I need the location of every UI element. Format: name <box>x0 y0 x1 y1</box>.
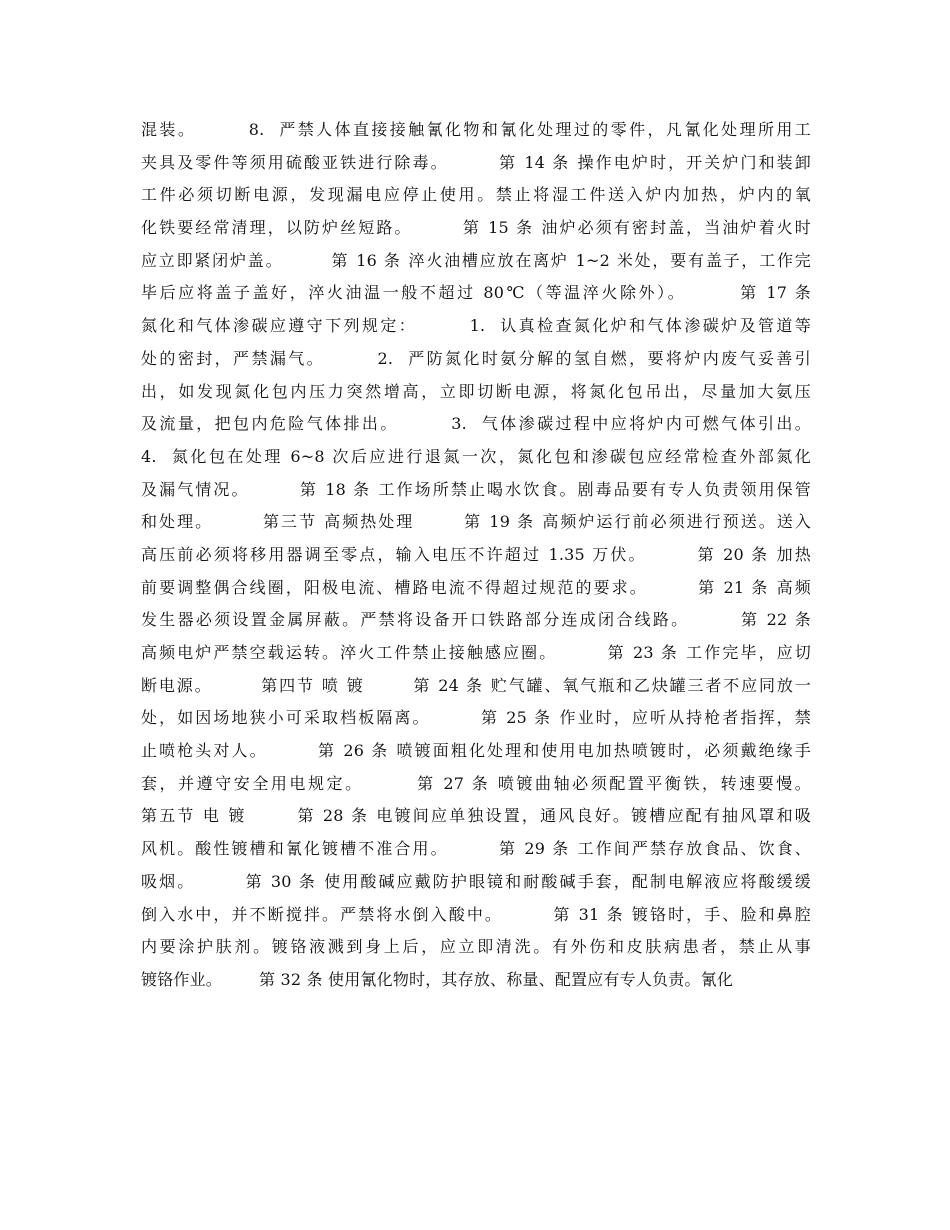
text-line: 风机。酸性镀槽和氰化镀槽不准合用。 第 29 条 工作间严禁存放食品、饮食、 <box>141 839 811 859</box>
text-line: 氮化和气体渗碳应遵守下列规定： 1. 认真检查氮化炉和气体渗碳炉及管道等 <box>141 316 811 336</box>
text-line: 混装。 8. 严禁人体直接接触氰化物和氰化处理过的零件，凡氰化处理所用工 <box>141 120 811 139</box>
text-line: 断电源。 第四节 喷 镀 第 24 条 贮气罐、氧气瓶和乙炔罐三者不应同放一 <box>141 675 811 695</box>
text-line: 出，如发现氮化包内压力突然增高，立即切断电源，将氮化包吊出，尽量加大氨压 <box>141 381 811 401</box>
text-line: 工件必须切断电源，发现漏电应停止使用。禁止将湿工件送入炉内加热，炉内的氧 <box>141 185 811 205</box>
text-line: 高压前必须将移用器调至零点，输入电压不许超过 1.35 万伏。 第 20 条 加热 <box>141 544 811 564</box>
text-line: 处，如因场地狭小可采取档板隔离。 第 25 条 作业时，应听从持枪者指挥，禁 <box>141 708 811 728</box>
text-line: 处的密封，严禁漏气。 2. 严防氮化时氨分解的氢自燃，要将炉内废气妥善引 <box>141 348 811 368</box>
text-line: 及流量，把包内危险气体排出。 3. 气体渗碳过程中应将炉内可燃气体引出。 <box>141 414 811 434</box>
text-line: 和处理。 第三节 高频热处理 第 19 条 高频炉运行前必须进行预送。送入 <box>141 512 811 532</box>
text-line: 化铁要经常清理，以防炉丝短路。 第 15 条 油炉必须有密封盖，当油炉着火时 <box>141 218 811 238</box>
text-line: 及漏气情况。 第 18 条 工作场所禁止喝水饮食。剧毒品要有专人负责领用保管 <box>141 479 811 499</box>
body-text <box>141 114 811 997</box>
text-line: 镀铬作业。 第 32 条 使用氰化物时，其存放、称量、配置应有专人负责。氰化 <box>141 969 734 989</box>
text-line: 应立即紧闭炉盖。 第 16 条 淬火油槽应放在离炉 1~2 米处，要有盖子，工作完 <box>141 250 811 270</box>
text-line: 吸烟。 第 30 条 使用酸碱应戴防护眼镜和耐酸碱手套，配制电解液应将酸缓缓 <box>141 871 811 891</box>
text-line: 套，并遵守安全用电规定。 第 27 条 喷镀曲轴必须配置平衡铁，转速要慢。 <box>141 773 811 793</box>
text-line: 内要涂护肤剂。镀铬液溅到身上后，应立即清洗。有外伤和皮肤病患者，禁止从事 <box>141 937 811 957</box>
text-line: 止喷枪头对人。 第 26 条 喷镀面粗化处理和使用电加热喷镀时，必须戴绝缘手 <box>141 741 811 761</box>
text-line: 发生器必须设置金属屏蔽。严禁将设备开口铁路部分连成闭合线路。 第 22 条 <box>141 610 811 630</box>
text-line: 倒入水中，并不断搅拌。严禁将水倒入酸中。 第 31 条 镀铬时，手、脸和鼻腔 <box>141 904 811 924</box>
text-line: 第五节 电 镀 第 28 条 电镀间应单独设置，通风良好。镀槽应配有抽风罩和吸 <box>141 806 811 826</box>
text-line: 夹具及零件等须用硫酸亚铁进行除毒。 第 14 条 操作电炉时，开关炉门和装卸 <box>141 152 811 172</box>
text-line: 高频电炉严禁空载运转。淬火工件禁止接触感应圈。 第 23 条 工作完毕，应切 <box>141 643 811 662</box>
text-line: 前要调整偶合线圈，阳极电流、槽路电流不得超过规范的要求。 第 21 条 高频 <box>141 577 811 597</box>
text-line: 4. 氮化包在处理 6~8 次后应进行退氮一次，氮化包和渗碳包应经常检查外部氮化 <box>141 446 811 466</box>
text-line: 毕后应将盖子盖好，淬火油温一般不超过 80℃（等温淬火除外）。 第 17 条 <box>141 283 811 303</box>
